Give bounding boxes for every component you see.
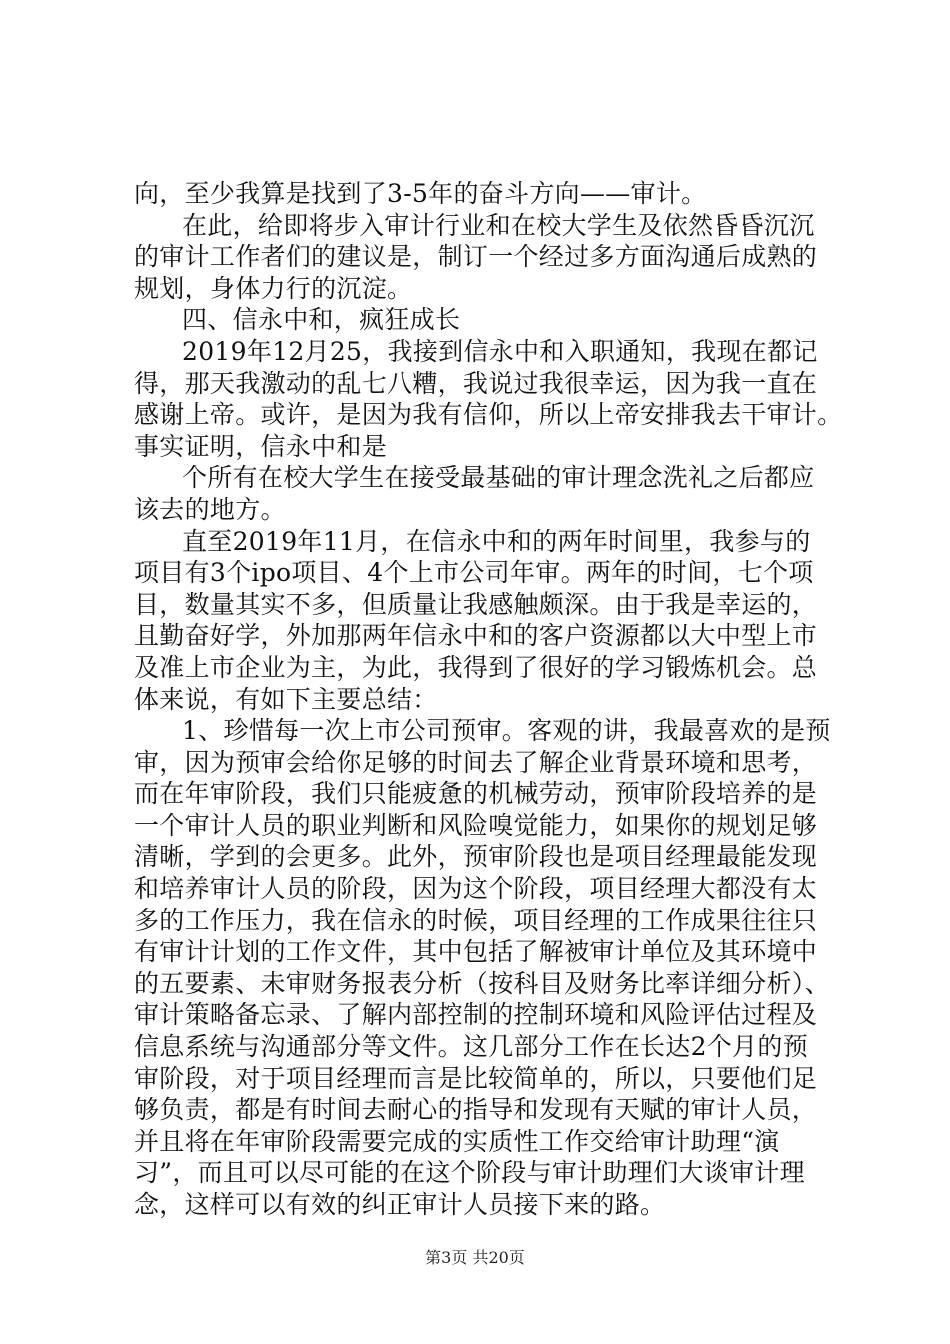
text-line: 体来说，有如下主要总结： (134, 684, 438, 714)
text-line: 一个审计人员的职业判断和风险嗅觉能力，如果你的规划足够 (134, 810, 818, 840)
text-line: 审阶段，对于项目经理而言是比较简单的，所以，只要他们足 (134, 1063, 818, 1093)
text-line: 有审计计划的工作文件，其中包括了解被审计单位及其环境中 (134, 937, 818, 967)
document-body (134, 178, 843, 1221)
paragraph-start-line: 个所有在校大学生在接受最基础的审计理念洗礼之后都应 (182, 463, 815, 493)
text-line: 够负责，都是有时间去耐心的指导和发现有天赋的审计人员， (134, 1095, 818, 1125)
text-line: 信息系统与沟通部分等文件。这几部分工作在长达2个月的预 (134, 1032, 809, 1062)
text-line: 事实证明，信永中和是 (134, 431, 388, 461)
paragraph-start-line: 直至2019年11月，在信永中和的两年时间里，我参与的 (182, 526, 811, 556)
page-number-footer: 第3页 共20页 (425, 1248, 525, 1267)
text-line: 的五要素、未审财务报表分析（按科目及财务比率详细分析）、 (134, 968, 830, 998)
text-line: 且勤奋好学，外加那两年信永中和的客户资源都以大中型上市 (134, 621, 818, 651)
paragraph-start-line: 1、珍惜每一次上市公司预审。客观的讲，我最喜欢的是预 (182, 716, 831, 746)
text-line: 和培养审计人员的阶段，因为这个阶段，项目经理大都没有太 (134, 874, 818, 904)
section-heading: 四、信永中和，疯狂成长 (182, 305, 461, 335)
text-line: 清晰，学到的会更多。此外，预审阶段也是项目经理最能发现 (134, 842, 818, 872)
text-line: 规划，身体力行的沉淀。 (134, 273, 413, 303)
text-line: 向，至少我算是找到了3-5年的奋斗方向——审计。 (134, 179, 707, 208)
text-line: 审，因为预审会给你足够的时间去了解企业背景环境和思考， (134, 747, 818, 777)
text-line: 的审计工作者们的建议是，制订一个经过多方面沟通后成熟的 (134, 242, 818, 272)
text-line: 念，这样可以有效的纠正审计人员接下来的路。 (134, 1190, 666, 1219)
text-line: 多的工作压力，我在信永的时候，项目经理的工作成果往往只 (134, 905, 818, 935)
text-line: 而在年审阶段，我们只能疲惫的机械劳动，预审阶段培养的是 (134, 779, 818, 809)
text-line: 习”，而且可以尽可能的在这个阶段与审计助理们大谈审计理 (134, 1158, 805, 1188)
text-line: 审计策略备忘录、了解内部控制的控制环境和风险评估过程及 (134, 1000, 818, 1030)
text-line: 感谢上帝。或许，是因为我有信仰，所以上帝安排我去干审计。 (134, 400, 843, 430)
text-line: 得，那天我激动的乱七八糟，我说过我很幸运，因为我一直在 (134, 368, 818, 398)
text-line: 并且将在年审阶段需要完成的实质性工作交给审计助理“演 (134, 1126, 780, 1156)
text-line: 该去的地方。 (134, 494, 286, 524)
text-line: 及准上市企业为主，为此，我得到了很好的学习锻炼机会。总 (134, 652, 818, 682)
paragraph-start-line: 在此，给即将步入审计行业和在校大学生及依然昏昏沉沉 (182, 210, 815, 240)
text-line: 目，数量其实不多，但质量让我感触颇深。由于我是幸运的， (134, 589, 818, 619)
text-line: 项目有3个ipo项目、4个上市公司年审。两年的时间，七个项 (134, 558, 814, 588)
paragraph-start-line: 2019年12月25，我接到信永中和入职通知，我现在都记 (182, 336, 818, 366)
